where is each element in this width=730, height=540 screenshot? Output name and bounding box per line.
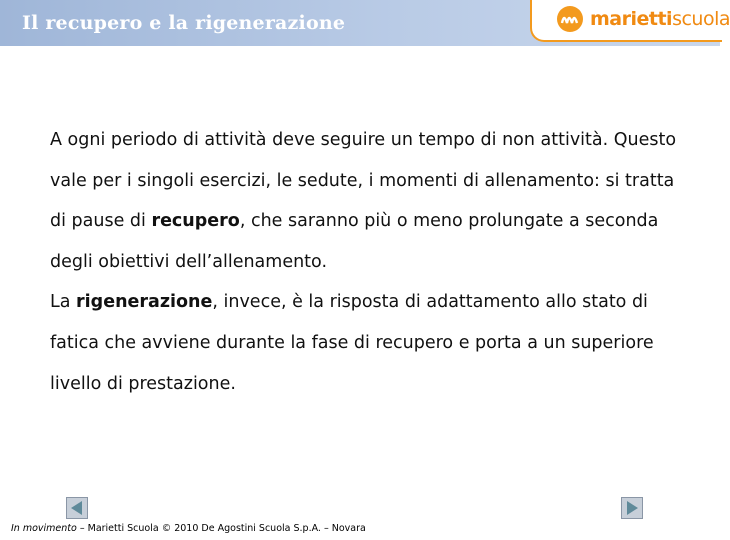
- p2-text-start: La: [50, 292, 77, 313]
- p2-text-end: , invece, è la risposta di adattamento allo stato di fatica che avviene durante la fase di recupero e porta a un superiore livello di prestazione.: [50, 292, 654, 394]
- p1-text-end: , che saranno più o meno prolungate a seconda degli obiettivi dell’allenamento.: [50, 211, 659, 272]
- paragraph-1: [50, 120, 690, 282]
- keyword-recupero: recupero: [151, 211, 240, 232]
- arrow-right-icon: [624, 500, 640, 516]
- marietti-scuola-logo: [530, 0, 730, 42]
- paragraph-2: [50, 282, 690, 404]
- footer-copyright: – Marietti Scuola © 2010 De Agostini Scuola S.p.A. – Novara: [76, 523, 366, 534]
- footer-book-title: In movimento: [11, 523, 77, 534]
- logo-light: scuola: [672, 8, 730, 30]
- keyword-rigenerazione: rigenerazione: [76, 292, 213, 313]
- next-slide-button[interactable]: [621, 497, 643, 519]
- arrow-left-icon: [69, 500, 85, 516]
- logo-wordmark: [590, 8, 730, 30]
- p1-text-start: A ogni periodo di attività deve seguire un tempo di non attività. Questo vale per i singoli esercizi, le sedute, i momenti di allenamento: si tratta di pause di: [50, 130, 677, 232]
- logo-bold: marietti: [590, 8, 673, 30]
- marietti-logo-icon: [556, 5, 584, 33]
- page-title: Il recupero e la rigenerazione: [22, 12, 346, 34]
- footer-credit: [11, 523, 366, 534]
- main-text: [50, 120, 690, 404]
- prev-slide-button[interactable]: [66, 497, 88, 519]
